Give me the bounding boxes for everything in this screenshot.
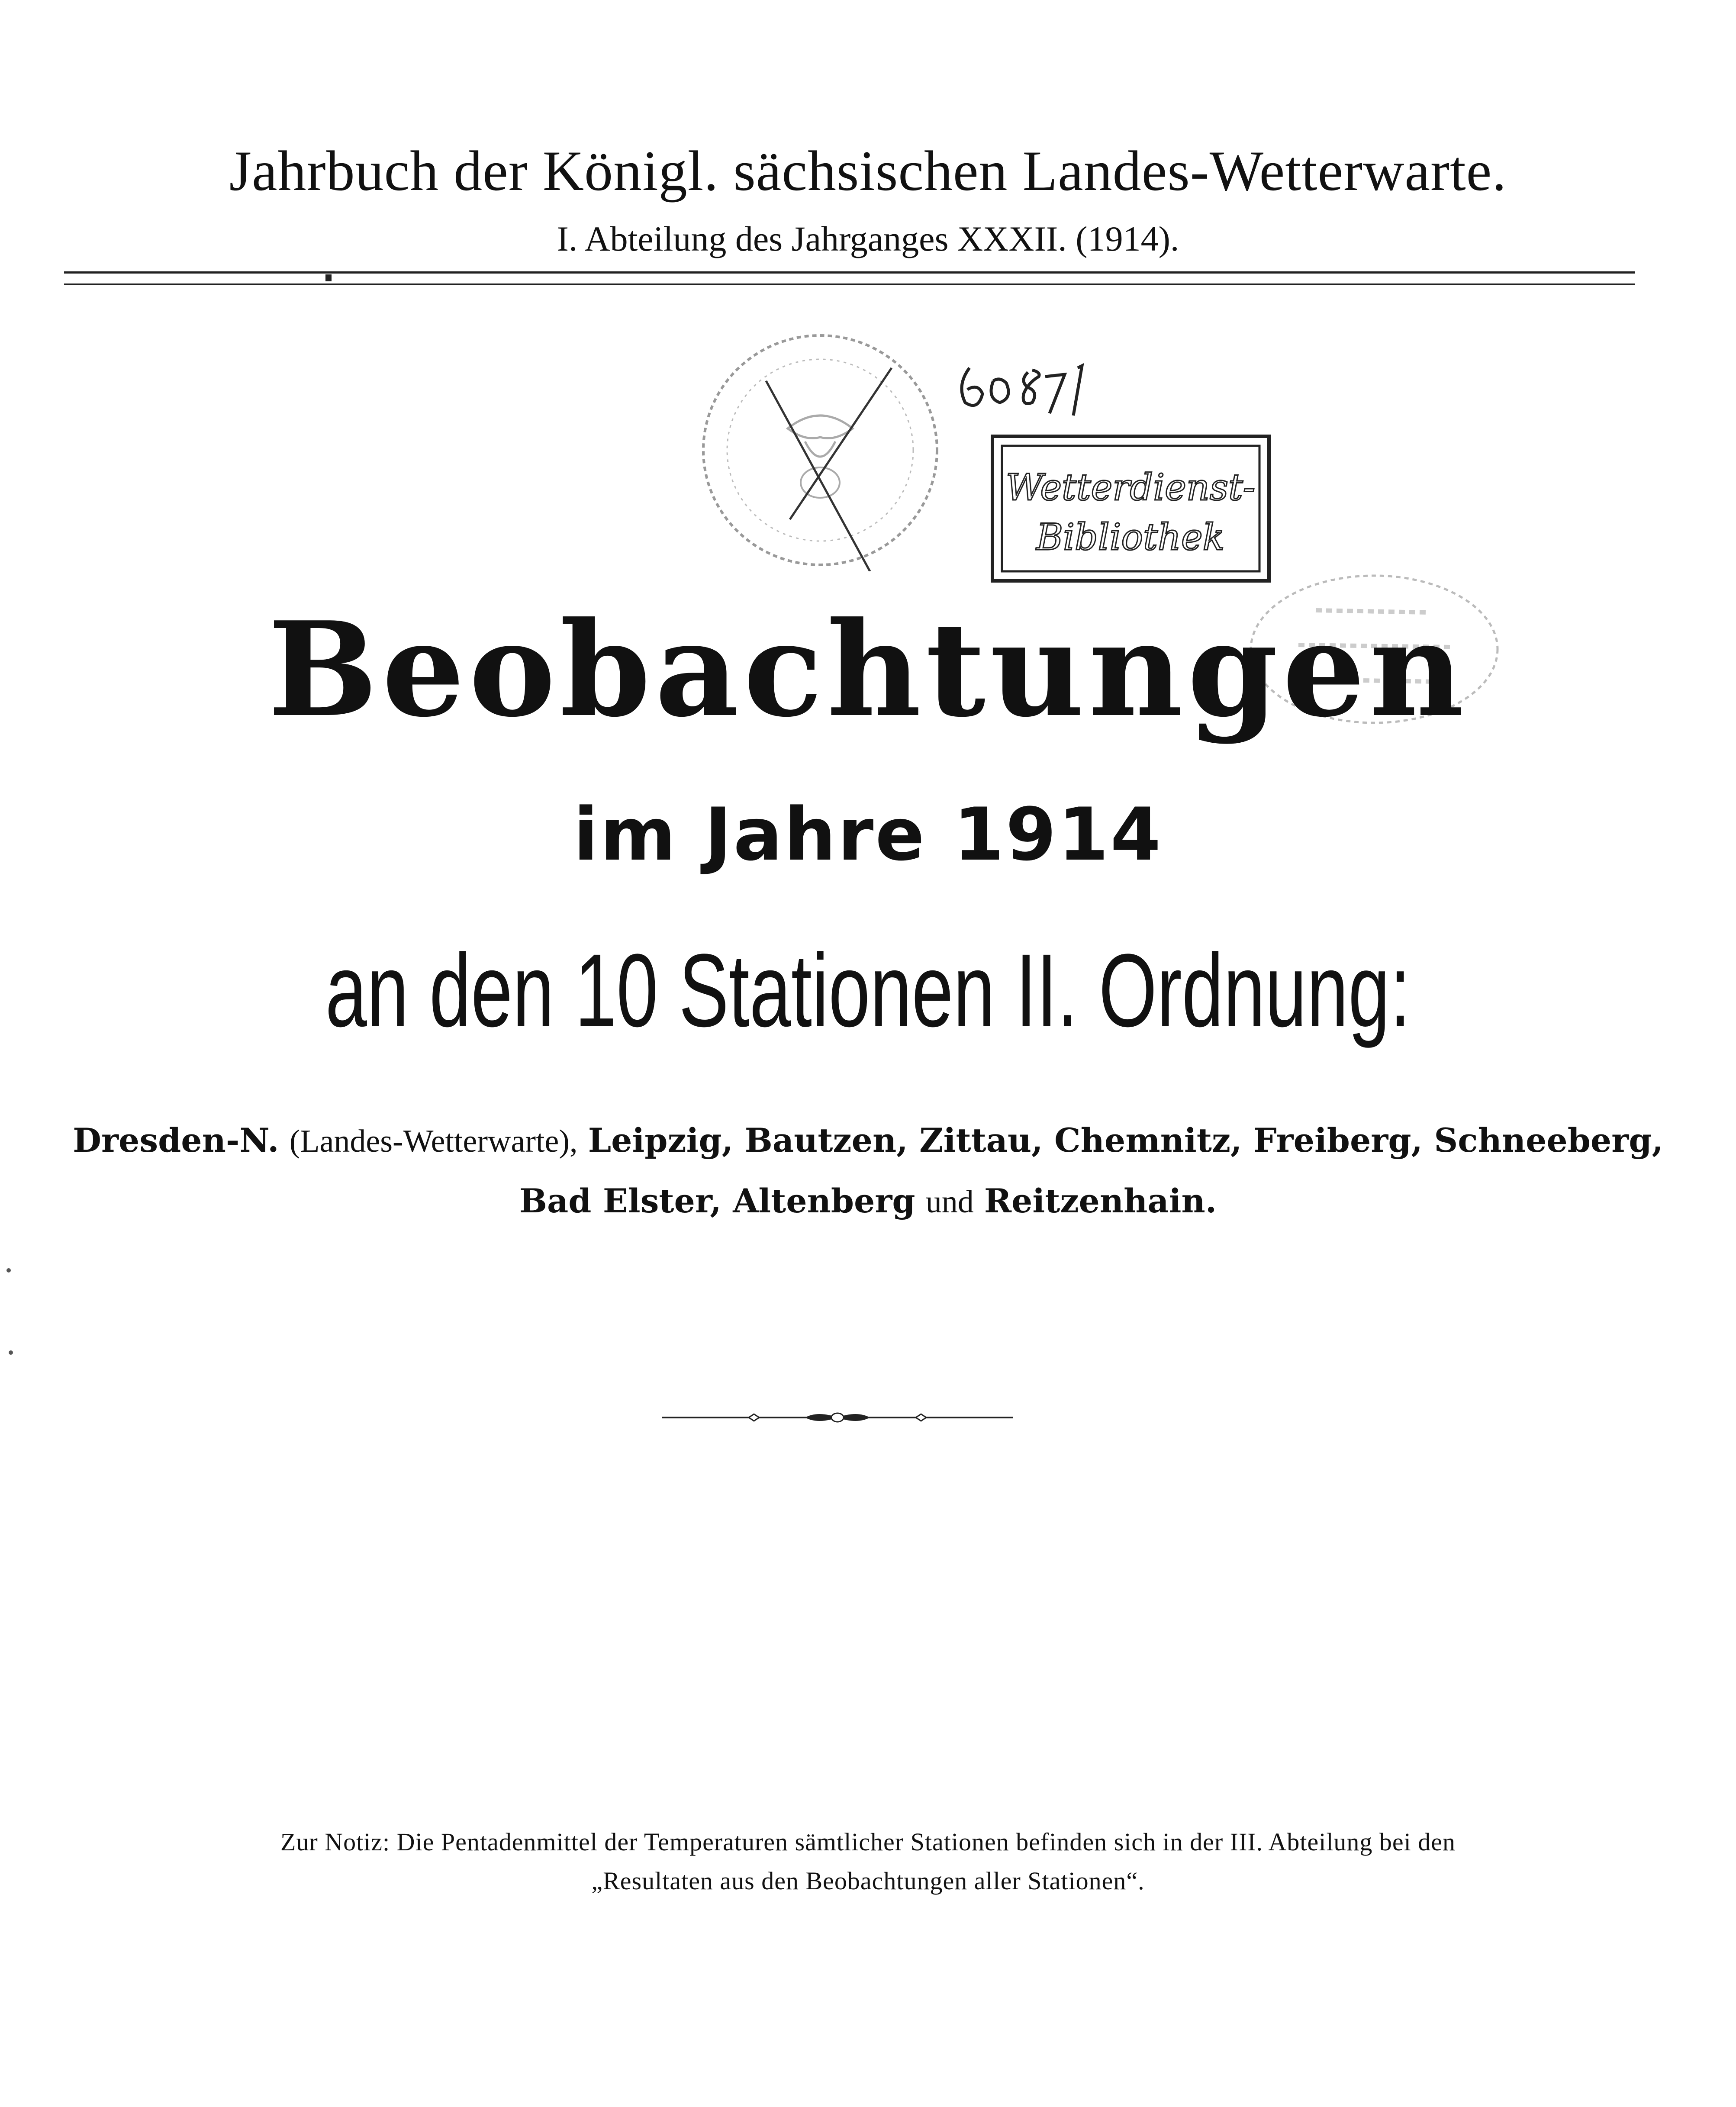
header-rule-top (64, 271, 1635, 274)
scan-speck (6, 1268, 11, 1273)
station-dresden-note: (Landes-Wetterwarte), (289, 1124, 578, 1159)
note-line-2: „Resultaten aus den Beobachtungen aller Stationen“. (591, 1867, 1145, 1895)
stamp-line-1: Wetterdienst- (1005, 466, 1256, 509)
library-stamp-rect (989, 433, 1272, 584)
round-library-stamp (697, 329, 944, 571)
stations-heading: an den 10 Stationen II. Ordnung: (325, 932, 1411, 1048)
station-list-line-2 (0, 1182, 1736, 1221)
station-list-line-1 (0, 1121, 1736, 1160)
station-list-rest: Leipzig, Bautzen, Zittau, Chemnitz, Freiberg, Schneeberg, (588, 1121, 1663, 1160)
station-list-part2: Reitzenhain. (984, 1182, 1217, 1220)
header-rule-bottom (64, 284, 1635, 285)
scan-speck (9, 1350, 13, 1355)
main-title: Beobachtungen (267, 593, 1469, 746)
note-line-1: Zur Notiz: Die Pentadenmittel der Temperaturen sämtlicher Stationen befinden sich in der III. Abteilung bei den (280, 1828, 1456, 1856)
station-list-part1: Bad Elster, Altenberg (519, 1182, 915, 1220)
yearbook-subtitle: I. Abteilung des Jahrganges XXXII. (1914). (557, 219, 1179, 258)
station-dresden: Dresden-N. (73, 1121, 279, 1160)
ornamental-divider (662, 1409, 1013, 1426)
rule-mark (325, 274, 332, 281)
year-line: im Jahre 1914 (573, 792, 1163, 877)
handwritten-number (952, 342, 1099, 428)
station-list-und: und (925, 1184, 974, 1220)
yearbook-title: Jahrbuch der Königl. sächsischen Landes-Wetterwarte. (229, 139, 1507, 203)
stamp-line-2: Bibliothek (1036, 516, 1225, 558)
